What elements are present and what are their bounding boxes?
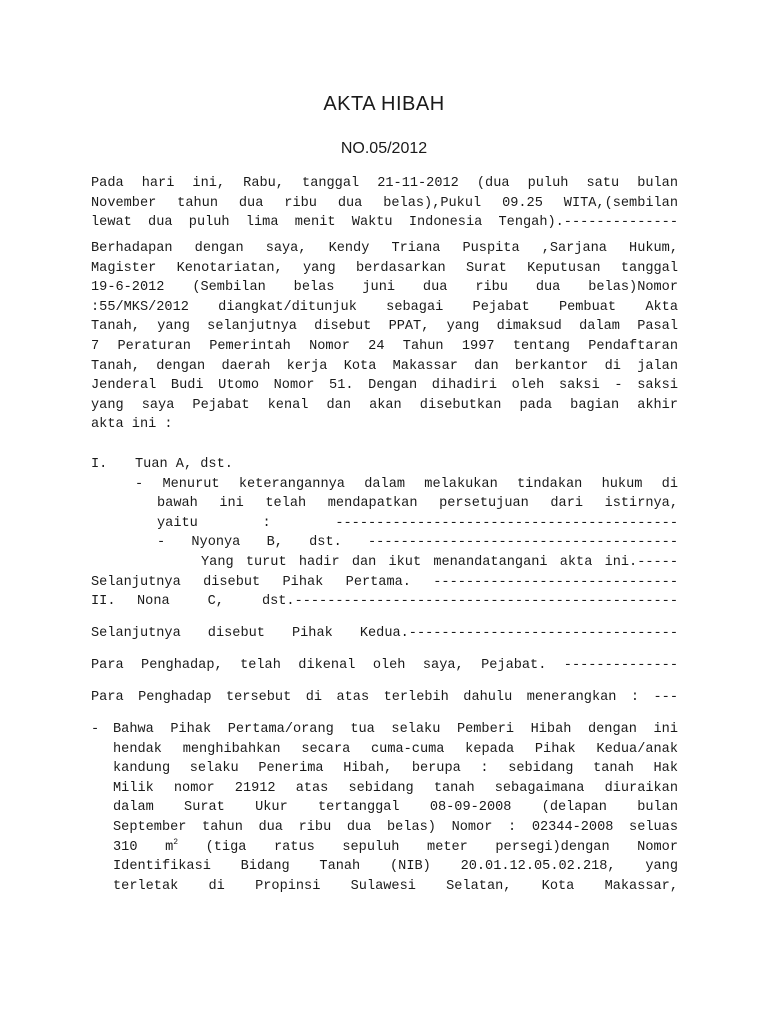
party-two-section: [91, 592, 678, 612]
grant-clause: [91, 720, 678, 896]
consent-line: yaitu : ------------------------------------------: [157, 515, 678, 531]
area-exponent: 2: [173, 837, 179, 847]
party-one-heading: [91, 455, 678, 475]
text-line: 7 Peraturan Pemerintah Nomor 24 Tahun 1997 tentang Pendaftaran: [91, 338, 678, 354]
party-two-designation: Selanjutnya disebut Pihak Kedua.---------------------------------: [91, 626, 678, 641]
clause-line: Identifikasi Bidang Tanah (NIB) 20.01.12.05.02.218, yang: [113, 859, 678, 875]
consent-line: - Menurut keterangannya dalam melakukan tindakan hukum di: [135, 476, 678, 492]
party-one-section: [91, 455, 678, 592]
known-paragraph: [91, 656, 678, 676]
area-description: (tiga ratus sepuluh meter persegi)dengan Nomor: [205, 839, 678, 855]
text-line: Berhadapan dengan saya, Kendy Triana Puspita ,Sarjana Hukum,: [91, 241, 678, 256]
official-paragraph: [91, 239, 678, 435]
party-one-numeral: I.: [91, 457, 108, 472]
party-one-designation: Selanjutnya disebut Pihak Pertama. ------------------------------: [91, 574, 678, 590]
text-line: yang saya Pejabat kenal dan akan disebutkan pada bagian akhir: [91, 397, 678, 413]
document-title: AKTA HIBAH: [323, 93, 445, 115]
party-two-numeral: II.: [91, 594, 116, 609]
text-line: akta ini :: [91, 417, 173, 433]
area-line: [113, 838, 678, 858]
text-line: Tanah, yang selanjutnya disebut PPAT, yang dimaksud dalam Pasal: [91, 319, 678, 335]
party-two-designation-block: [91, 624, 678, 644]
spouse-line: - Nyonya B, dst. --------------------------------------: [157, 535, 678, 551]
area-unit: m: [165, 839, 174, 855]
text-line: lewat dua puluh lima menit Waktu Indonesia Tengah).--------------: [91, 215, 678, 231]
clause-marker: -: [91, 722, 100, 737]
spouse-note: Yang turut hadir dan ikut menandatangani akta ini.-----: [201, 554, 678, 570]
text-line: Pada hari ini, Rabu, tanggal 21-11-2012 (dua puluh satu bulan: [91, 176, 678, 191]
area-value: 310: [113, 839, 138, 855]
text-line: :55/MKS/2012 diangkat/ditunjuk sebagai Pejabat Pembuat Akta: [91, 299, 678, 315]
text-line: Jenderal Budi Utomo Nomor 51. Dengan dihadiri oleh saksi - saksi: [91, 378, 678, 394]
declaration-statement: Para Penghadap tersebut di atas terlebih dahulu menerangkan : ---: [91, 690, 678, 705]
text-line: Tanah, dengan daerah kerja Kota Makassar dan berkantor di jalan: [91, 358, 678, 374]
text-line: Magister Kenotariatan, yang berdasarkan Surat Keputusan tanggal: [91, 260, 678, 276]
text-line: November tahun dua ribu dua belas),Pukul 09.25 WITA,(sembilan: [91, 195, 678, 211]
clause-line: [91, 720, 678, 740]
declaration-paragraph: [91, 688, 678, 708]
clause-line: terletak di Propinsi Sulawesi Selatan, Kota Makassar,: [113, 878, 678, 894]
party-one-name: Tuan A, dst.: [135, 457, 233, 472]
clause-line: Milik nomor 21912 atas sebidang tanah sebagaimana diuraikan: [113, 780, 678, 796]
clause-line-text: Bahwa Pihak Pertama/orang tua selaku Pemberi Hibah dengan ini: [113, 722, 678, 737]
deed-number: NO.05/2012: [340, 140, 428, 157]
party-two-heading: [91, 592, 678, 612]
clause-line: dalam Surat Ukur tertanggal 08-09-2008 (delapan bulan: [113, 800, 678, 816]
text-line: 19-6-2012 (Sembilan belas juni dua ribu dua belas)Nomor: [91, 280, 678, 296]
known-statement: Para Penghadap, telah dikenal oleh saya, Pejabat. --------------: [91, 658, 678, 673]
clause-line: kandung selaku Penerima Hibah, berupa : sebidang tanah Hak: [113, 761, 678, 777]
consent-line: bawah ini telah mendapatkan persetujuan dari istirnya,: [157, 496, 678, 512]
clause-line: September tahun dua ribu dua belas) Nomor : 02344-2008 seluas: [113, 819, 678, 835]
party-two-name: Nona C, dst.-----------------------------------------------: [137, 594, 678, 609]
opening-paragraph: [91, 174, 678, 233]
clause-line: hendak menghibahkan secara cuma-cuma kepada Pihak Kedua/anak: [113, 741, 678, 757]
